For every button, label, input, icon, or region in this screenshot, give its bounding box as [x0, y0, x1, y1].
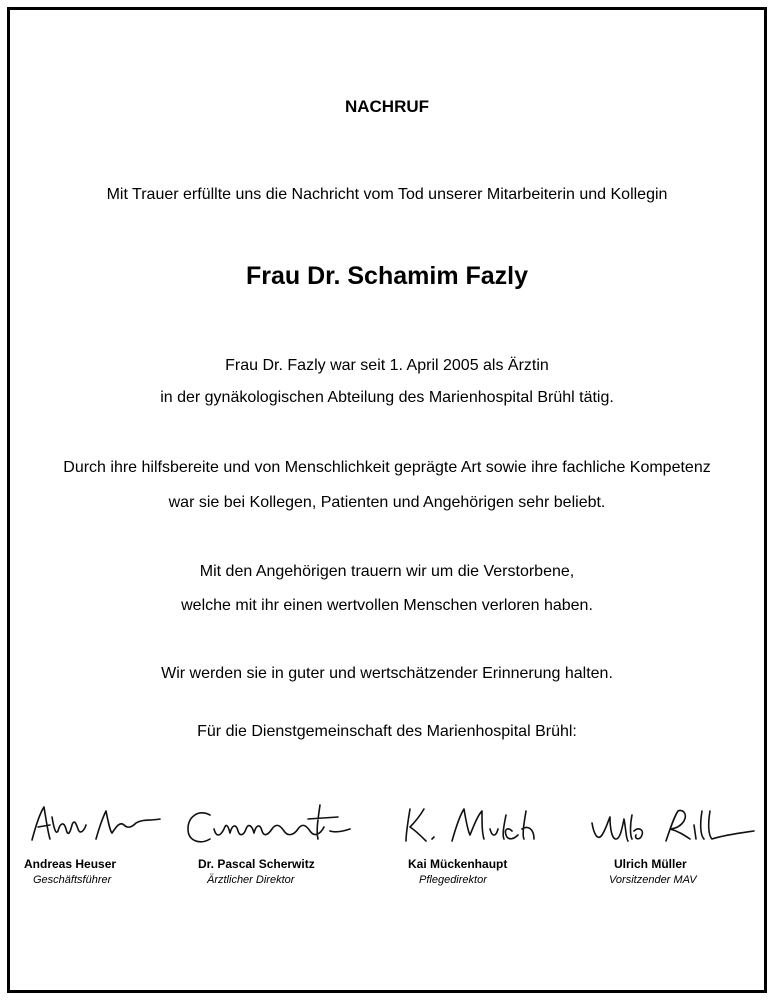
signature-4 [584, 795, 764, 853]
signature-2 [180, 795, 360, 853]
paragraph-3-line-2: welche mit ihr einen wertvollen Menschen verloren haben. [181, 597, 593, 614]
signatory-3 [394, 795, 584, 895]
paragraph-3-line-1: Mit den Angehörigen trauern wir um die Verstorbene, [199, 563, 575, 580]
signatory-3-role: Pflegedirektor [419, 874, 487, 886]
signatory-1-role: Geschäftsführer [33, 874, 112, 886]
paragraph-1-line-1: Frau Dr. Fazly war seit 1. April 2005 als Ärztin [225, 357, 549, 374]
paragraph-1-line-2: in der gynäkologischen Abteilung des Marienhospital Brühl tätig. [160, 389, 614, 406]
deceased-name: Frau Dr. Schamim Fazly [245, 262, 529, 290]
paragraph-2-line-1: Durch ihre hilfsbereite und von Menschlichkeit geprägte Art sowie ihre fachliche Kompetenz [63, 459, 711, 476]
paragraph-2-line-2: war sie bei Kollegen, Patienten und Angehörigen sehr beliebt. [168, 494, 606, 511]
signatory-2-role: Ärztlicher Direktor [207, 874, 295, 886]
signatory-3-name: Kai Mückenhaupt [408, 857, 508, 871]
paragraph-5: Für die Dienstgemeinschaft des Marienhospital Brühl: [197, 723, 577, 740]
signatory-4-name: Ulrich Müller [614, 857, 687, 871]
signatory-2-name: Dr. Pascal Scherwitz [198, 857, 315, 871]
paragraph-4: Wir werden sie in guter und wertschätzender Erinnerung halten. [161, 665, 613, 682]
signatory-1-name: Andreas Heuser [24, 857, 117, 871]
signatory-4-role: Vorsitzender MAV [609, 874, 697, 886]
signatory-4 [584, 795, 774, 895]
intro-text: Mit Trauer erfüllte uns die Nachricht vom Tod unserer Mitarbeiterin und Kollegin [106, 186, 668, 203]
signature-3 [394, 795, 564, 853]
signature-1 [24, 795, 174, 853]
page-title: NACHRUF [344, 97, 430, 116]
signatory-2 [180, 795, 370, 895]
